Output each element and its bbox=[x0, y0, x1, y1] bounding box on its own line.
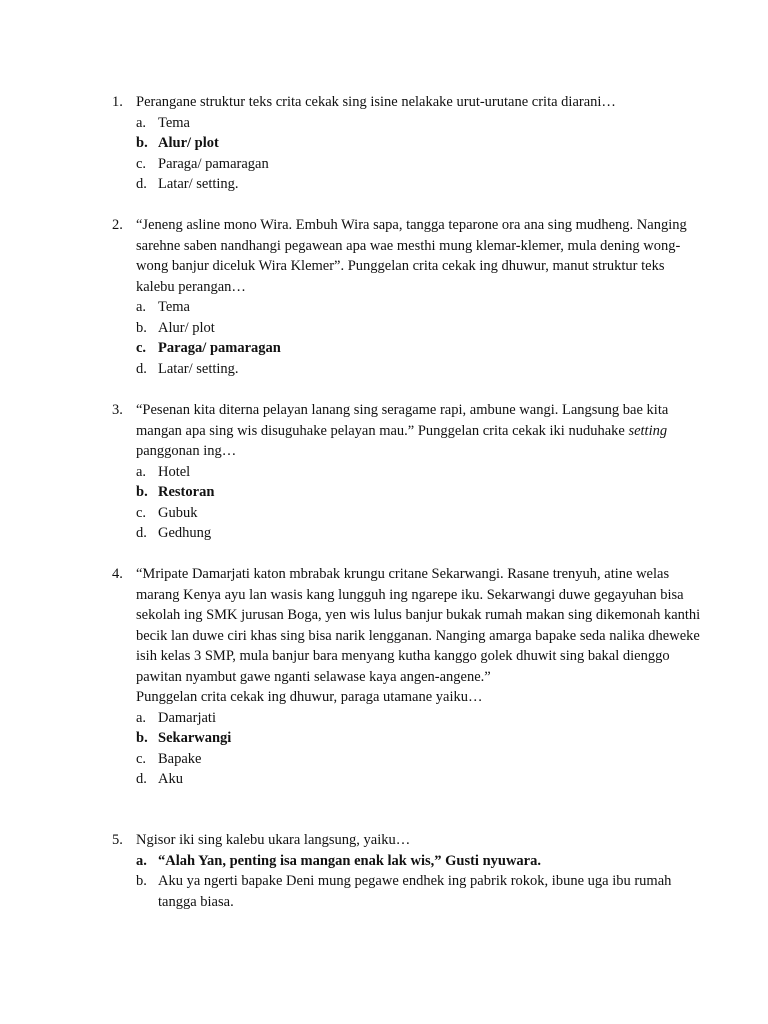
option-d: d. Latar/ setting. bbox=[136, 176, 239, 192]
option-a: a. Hotel bbox=[136, 463, 191, 480]
option-d: d. Gedhung bbox=[136, 525, 212, 541]
option-b: b. Aku ya ngerti bapake Deni mung pegawe endhek ing pabrik rokok, ibune uga ibu rumah tangga biasa. bbox=[136, 873, 672, 910]
question-prompt: Punggelan crita cekak ing dhuwur, paraga utamane yaiku… bbox=[136, 689, 483, 705]
option-c: c. Gubuk bbox=[136, 504, 198, 521]
italic-term: setting bbox=[628, 422, 668, 439]
option-c-correct: c. Paraga/ pamaragan bbox=[136, 340, 281, 356]
option-a: a. Tema bbox=[136, 114, 190, 131]
options-list bbox=[136, 113, 702, 195]
question-text: Perangane struktur teks crita cekak sing isine nelakake urut-urutane crita diarani… bbox=[136, 94, 616, 110]
question-4 bbox=[112, 564, 702, 790]
question-number: 2. bbox=[112, 217, 123, 233]
option-a: a. Damarjati bbox=[136, 709, 216, 726]
options-list bbox=[136, 851, 702, 913]
option-b-correct: b. Alur/ plot bbox=[136, 135, 219, 151]
option-c: c. Bapake bbox=[136, 750, 202, 767]
option-b-correct: b. Sekarwangi bbox=[136, 730, 232, 746]
question-text: “Pesenan kita diterna pelayan lanang sing seragame rapi, ambune wangi. Langsung bae kita mangan apa sing wis disuguhake pelayan mau.” Punggelan crita cekak iki nuduhake setting panggonan ing… bbox=[136, 402, 669, 459]
option-d: d. Aku bbox=[136, 771, 183, 787]
question-number: 1. bbox=[112, 94, 123, 110]
options-list bbox=[136, 297, 702, 379]
question-number: 5. bbox=[112, 832, 123, 848]
question-1 bbox=[112, 92, 702, 195]
options-list bbox=[136, 708, 702, 790]
question-number: 4. bbox=[112, 566, 123, 582]
question-text: “Jeneng asline mono Wira. Embuh Wira sapa, tangga teparone ora ana sing mudheng. Nanging sarehne saben nandhangi pegawean apa wae mesthi mung klemar-klemer, mula dening wong-wong banjur diceluk Wira Klemer”. Punggelan crita cekak ing dhuwur, manut struktur teks kalebu perangan… bbox=[136, 217, 687, 295]
question-text: Ngisor iki sing kalebu ukara langsung, yaiku… bbox=[136, 832, 411, 848]
option-a: a. Tema bbox=[136, 299, 190, 315]
option-c: c. Paraga/ pamaragan bbox=[136, 155, 269, 172]
option-a-correct: a. “Alah Yan, penting isa mangan enak lak wis,” Gusti nyuwara. bbox=[136, 852, 541, 869]
option-b: b. Alur/ plot bbox=[136, 319, 215, 336]
question-2 bbox=[112, 215, 702, 379]
question-3 bbox=[112, 400, 702, 544]
options-list bbox=[136, 462, 702, 544]
question-number: 3. bbox=[112, 402, 123, 418]
option-b-correct: b. Restoran bbox=[136, 484, 215, 500]
option-d: d. Latar/ setting. bbox=[136, 360, 239, 377]
question-5 bbox=[112, 830, 702, 912]
question-text: “Mripate Damarjati katon mbrabak krungu critane Sekarwangi. Rasane trenyuh, atine welas marang Kenya ayu lan wasis kang lungguh ing ngarepe iku. Sekarwangi duwe gegayuhan bisa sekolah ing SMK jurusan Boga, yen wis lulus banjur bukak rumah makan sing dikemonah kanthi becik lan duwe ciri khas sing bisa narik lengganan. Nanging amarga bapake seda nalika dheweke isih kelas 3 SMP, mula banjur bara menyang kutha kanggo golek dhuwit sing bakal dienggo pawitan nyambut gawe nganti selawase kaya angen-angene.” bbox=[136, 566, 701, 685]
